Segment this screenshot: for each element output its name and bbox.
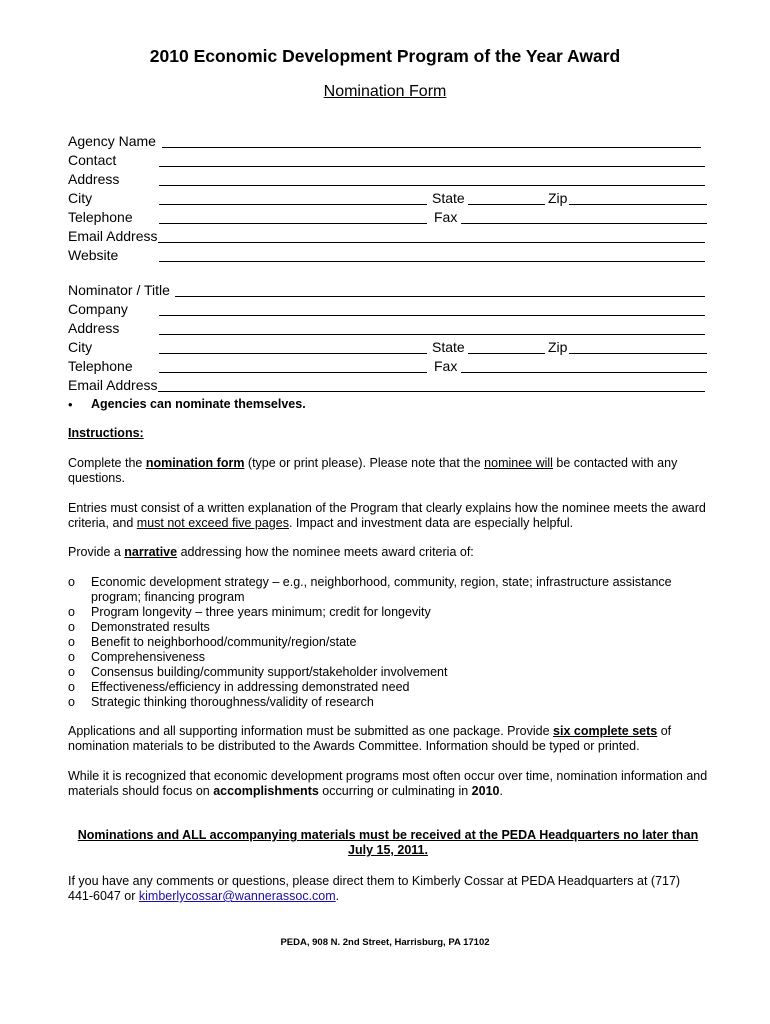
instructions-paragraph-2: Entries must consist of a written explanation of the Program that clearly explains how the nominee meets the award criteria, and must not exceed five pages. Impact and investment data are especially helpful. (68, 501, 706, 530)
zip-label: Zip (548, 190, 568, 206)
criteria-item: o Economic development strategy – e.g., neighborhood, community, region, state; infrastructure assistance program; financing program (68, 575, 672, 604)
circle-bullet-icon: o (68, 575, 75, 589)
criteria-item: o Consensus building/community support/stakeholder involvement (68, 665, 448, 679)
deadline-notice: Nominations and ALL accompanying materials must be received at the PEDA Headquarters no later than July 15, 2011. (77, 828, 699, 857)
nominator-city-field[interactable] (159, 353, 427, 354)
city-label: City (68, 190, 93, 206)
circle-bullet-icon: o (68, 635, 75, 649)
telephone-label: Telephone (68, 209, 133, 225)
nominator-title-field[interactable] (175, 296, 705, 297)
circle-bullet-icon: o (68, 650, 75, 664)
contact-paragraph: If you have any comments or questions, please direct them to Kimberly Cossar at PEDA Headquarters at (717) 441-6047 or kimberlycossar@wannerassoc.com. (68, 874, 681, 903)
circle-bullet-icon: o (68, 605, 75, 619)
nominator-email-field[interactable] (158, 391, 705, 392)
nominator-state-label: State (432, 339, 465, 355)
contact-email-link[interactable]: kimberlycossar@wannerassoc.com (138, 889, 336, 903)
page-title: 2010 Economic Development Program of the Year Award (149, 46, 621, 66)
state-field[interactable] (468, 204, 545, 205)
nominator-fax-field[interactable] (461, 372, 707, 373)
telephone-field[interactable] (159, 223, 427, 224)
criteria-item: o Strategic thinking thoroughness/validity of research (68, 695, 374, 709)
agency-name-label: Agency Name (68, 133, 156, 149)
criteria-item: o Demonstrated results (68, 620, 210, 634)
nominator-telephone-row (0, 357, 770, 376)
state-label: State (432, 190, 465, 206)
contact-label: Contact (68, 152, 117, 168)
circle-bullet-icon: o (68, 665, 75, 679)
form-subtitle: Nomination Form (323, 83, 447, 100)
nominator-state-field[interactable] (468, 353, 545, 354)
website-label: Website (68, 247, 119, 263)
criteria-item: o Comprehensiveness (68, 650, 205, 664)
website-row (0, 246, 770, 265)
instructions-paragraph-5: While it is recognized that economic development programs most often occur over time, nomination information and materials should focus on accomplishments occurring or culminating in 2010. (68, 769, 708, 798)
circle-bullet-icon: o (68, 695, 75, 709)
footer-address: PEDA, 908 N. 2nd Street, Harrisburg, PA 17102 (280, 937, 490, 948)
agency-name-row (0, 132, 770, 151)
circle-bullet-icon: o (68, 620, 75, 634)
nominator-address-row (0, 319, 770, 338)
fax-label: Fax (434, 209, 458, 225)
criteria-item: o Effectiveness/efficiency in addressing demonstrated need (68, 680, 410, 694)
nominator-title-row (0, 281, 770, 300)
city-row (0, 189, 770, 208)
nominator-city-row (0, 338, 770, 357)
email-field[interactable] (158, 242, 705, 243)
nominator-fax-label: Fax (434, 358, 458, 374)
city-field[interactable] (159, 204, 427, 205)
address-label: Address (68, 171, 120, 187)
nominator-zip-label: Zip (548, 339, 568, 355)
nominator-zip-field[interactable] (569, 353, 707, 354)
instructions-paragraph-3: Provide a narrative addressing how the nominee meets award criteria of: (68, 545, 474, 559)
agency-name-field[interactable] (162, 147, 701, 148)
nominator-city-label: City (68, 339, 93, 355)
nominator-email-label: Email Address (68, 377, 158, 393)
email-label: Email Address (68, 228, 158, 244)
circle-bullet-icon: o (68, 680, 75, 694)
company-field[interactable] (159, 315, 705, 316)
instructions-paragraph-1: Complete the nomination form (type or print please). Please note that the nominee will be contacted with any questions. (68, 456, 678, 485)
instructions-paragraph-4: Applications and all supporting information must be submitted as one package. Provide six complete sets of nomination materials to be distributed to the Awards Committee. Information should be typed or printed. (68, 724, 672, 753)
email-row (0, 227, 770, 246)
criteria-item: o Benefit to neighborhood/community/region/state (68, 635, 357, 649)
self-nomination-note: Agencies can nominate themselves. (91, 397, 306, 411)
company-row (0, 300, 770, 319)
nominator-telephone-field[interactable] (159, 372, 427, 373)
criteria-item: o Program longevity – three years minimum; credit for longevity (68, 605, 431, 619)
address-row (0, 170, 770, 189)
fax-field[interactable] (461, 223, 707, 224)
nominator-title-label: Nominator / Title (68, 282, 170, 298)
website-field[interactable] (159, 261, 705, 262)
company-label: Company (68, 301, 128, 317)
nominator-telephone-label: Telephone (68, 358, 133, 374)
nominator-address-field[interactable] (159, 334, 705, 335)
nominator-email-row (0, 376, 770, 395)
contact-field[interactable] (159, 166, 705, 167)
nominator-address-label: Address (68, 320, 120, 336)
telephone-row (0, 208, 770, 227)
zip-field[interactable] (569, 204, 707, 205)
instructions-heading: Instructions: (68, 426, 144, 440)
contact-row (0, 151, 770, 170)
bullet-icon: • (68, 397, 73, 412)
address-field[interactable] (159, 185, 705, 186)
